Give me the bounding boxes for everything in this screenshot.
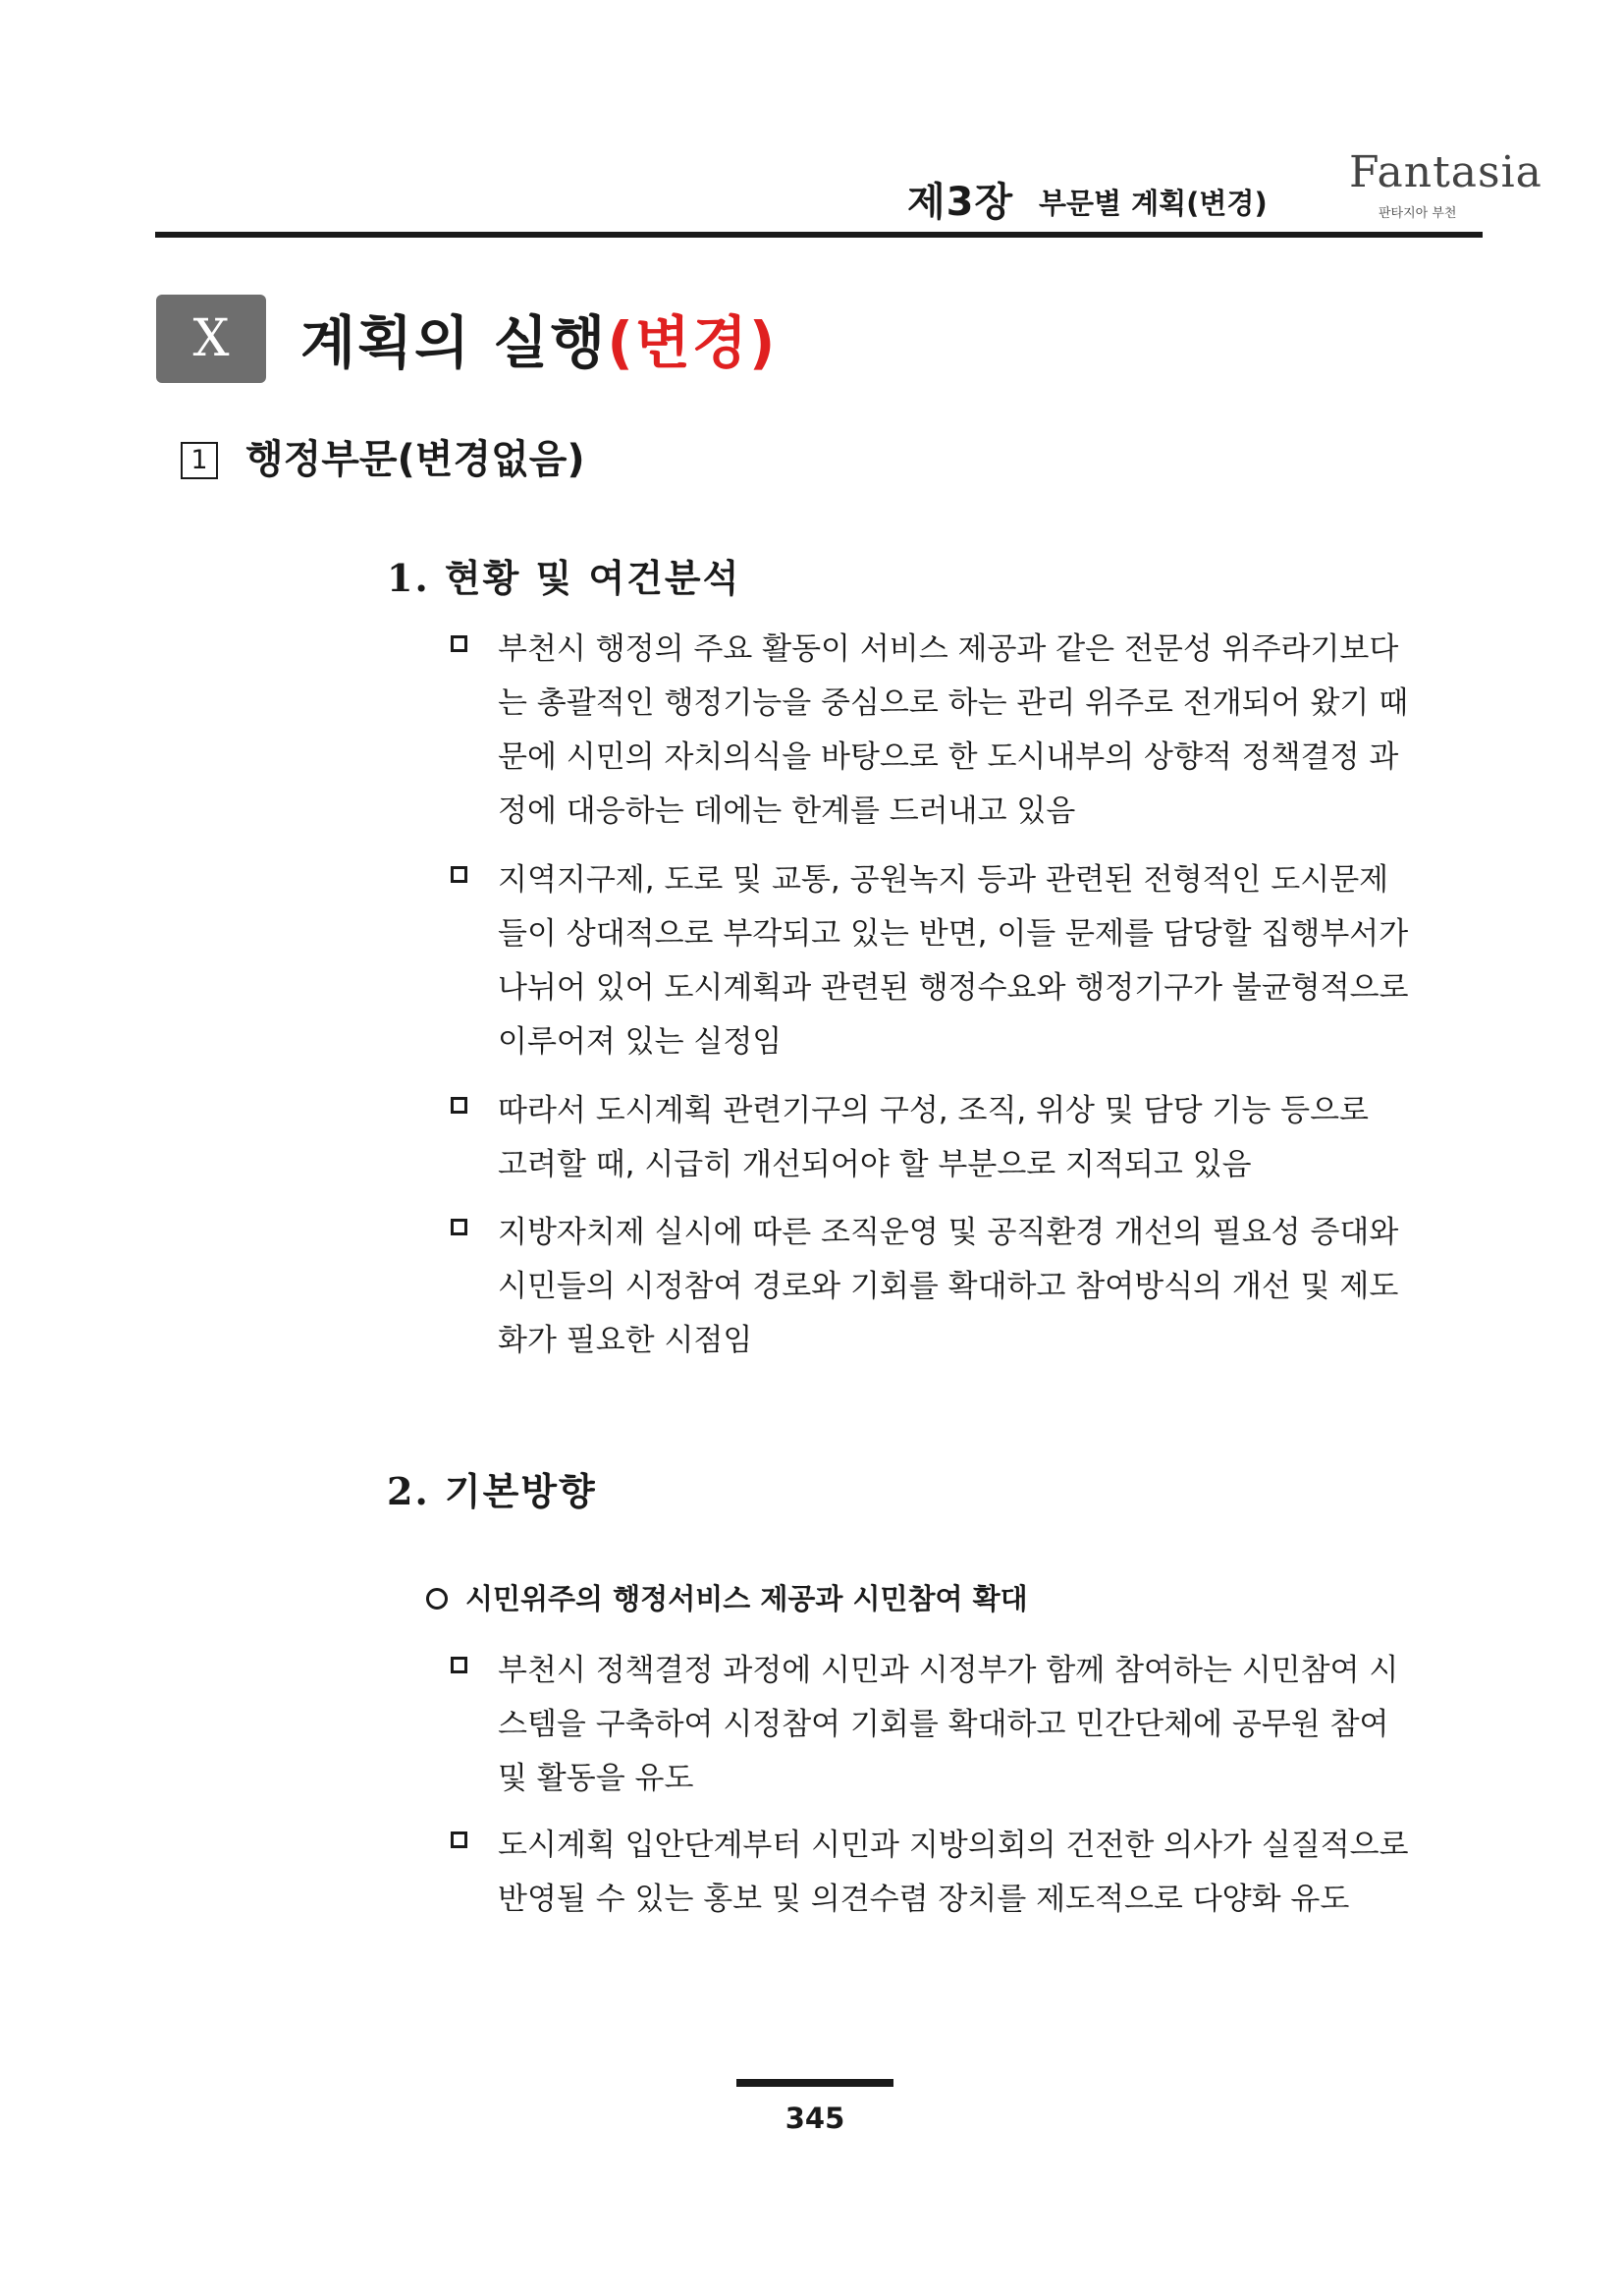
bullet-text: 지역지구제, 도로 및 교통, 공원녹지 등과 관련된 전형적인 도시문제 들이 상대적으로 부각되고 있는 반면, 이들 문제를 담당할 집행부서가 나뉘어 있어 도시계획과 관련된 행정수요와 행정기구가 불균형적으로 이루어져 있는 실정임: [498, 862, 1409, 1060]
page-number: 345: [784, 2102, 845, 2135]
section-title-suffix: (변경): [607, 309, 778, 376]
footer-rule: [736, 2079, 893, 2087]
heading-basic-direction: 2. 기본방향: [387, 1469, 597, 1513]
section-number-badge: X: [156, 295, 266, 383]
square-bullet-icon: [451, 866, 467, 883]
subsection-number-box: 1: [181, 442, 218, 479]
bullet-text: 도시계획 입안단계부터 시민과 지방의회의 건전한 의사가 실질적으로 반영될 수 있는 홍보 및 의견수렴 장치를 제도적으로 다양화 유도: [498, 1828, 1409, 1917]
fantasia-logo: [1349, 147, 1542, 221]
running-header: [155, 147, 1542, 232]
section-title-main: 계획의 실행: [300, 309, 608, 376]
circle-bullet-icon: [426, 1588, 448, 1610]
subsection-title: 행정부문(변경없음): [245, 437, 585, 482]
heading-current-status: 1. 현황 및 여건분석: [387, 556, 741, 600]
square-bullet-icon: [451, 1657, 467, 1673]
subheading-text: 시민위주의 행정서비스 제공과 시민참여 확대: [465, 1582, 1028, 1615]
logo-wordmark: Fantasia: [1349, 147, 1542, 197]
chapter-number: 제3장: [907, 180, 1014, 225]
bullet-text: 부천시 정책결정 과정에 시민과 시정부가 함께 참여하는 시민참여 시 스템을 구축하여 시정참여 기회를 확대하고 민간단체에 공무원 참여 및 활동을 유도: [498, 1653, 1399, 1796]
header-divider: [155, 232, 1483, 238]
bullet-text: 따라서 도시계획 관련기구의 구성, 조직, 위상 및 담당 기능 등으로 고려할 때, 시급히 개선되어야 할 부분으로 지적되고 있음: [498, 1093, 1369, 1182]
bullet-text: 부천시 행정의 주요 활동이 서비스 제공과 같은 전문성 위주라기보다 는 총괄적인 행정기능을 중심으로 하는 관리 위주로 전개되어 왔기 때 문에 시민의 자치의식을 바탕으로 한 도시내부의 상향적 정책결정 과 정에 대응하는 데에는 한계를 드러내고 있음: [498, 631, 1409, 829]
square-bullet-icon: [451, 1097, 467, 1114]
section-title: [300, 297, 777, 379]
bullet-text: 지방자치제 실시에 따른 조직운영 및 공직환경 개선의 필요성 증대와 시민들의 시정참여 경로와 기회를 확대하고 참여방식의 개선 및 제도 화가 필요한 시점임: [498, 1215, 1399, 1358]
square-bullet-icon: [451, 635, 467, 652]
square-bullet-icon: [451, 1219, 467, 1235]
square-bullet-icon: [451, 1831, 467, 1848]
logo-subtitle: 판타지아 부천: [1379, 206, 1457, 221]
chapter-title: 부문별 계획(변경): [1039, 187, 1268, 220]
